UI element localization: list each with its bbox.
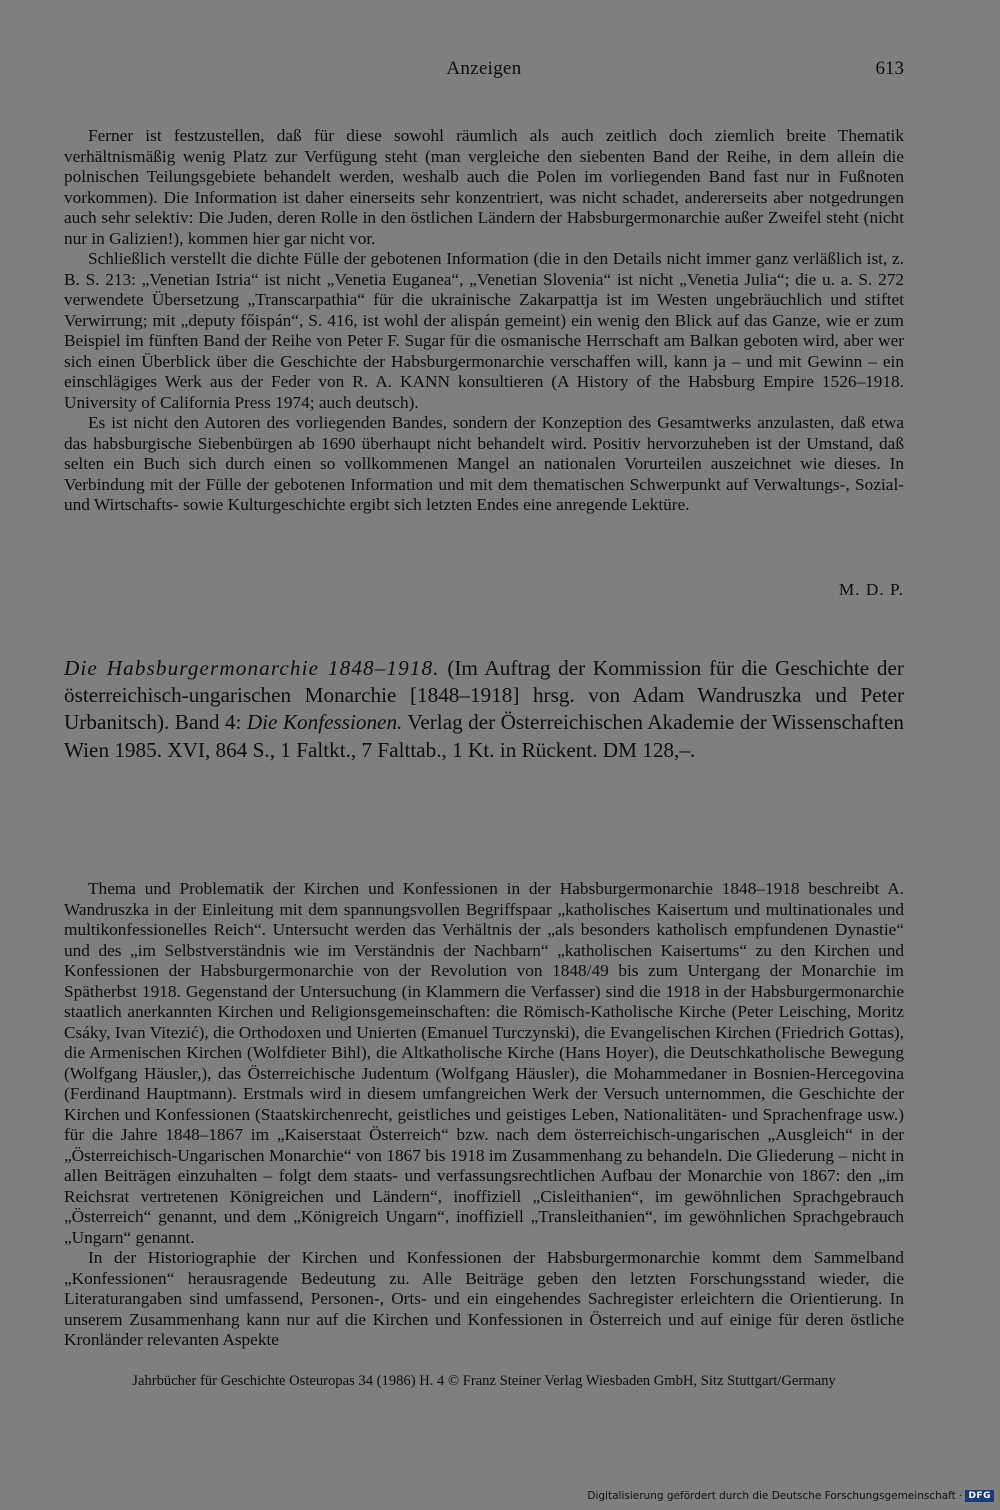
digitization-note (587, 1488, 994, 1504)
page-header (64, 58, 904, 86)
digitization-text: Digitalisierung gefördert durch die Deutsche Forschungsgemeinschaft · (587, 1490, 963, 1502)
citation-details: (Im Auftrag der Kommission für die Geschichte der österreichisch-ungarischen Monarchie [1848–1918] hrsg. von Adam Wandruszka und Peter Urbanitsch). Band 4: (64, 656, 904, 735)
review-text (64, 879, 904, 1351)
paragraph: In der Historiographie der Kirchen und Konfessionen der Habsburgermonarchie kommt dem Sammelband „Konfessionen“ herausragende Bedeutung zu. Alle Beiträge geben den letzten Forschungsstand wieder, die Literaturangaben sind umfassend, Personen-, Orts- und ein eingehendes Sachregister erleichtern die Orientierung. In unserem Zusammenhang kann nur auf die Kirchen und Konfessionen in Österreich und auf einige für deren östliche Kronländer relevanten Aspekte (64, 1248, 904, 1349)
paragraph: Schließlich verstellt die dichte Fülle der gebotenen Information (die in den Details nicht immer ganz verläßlich ist, z. B. S. 213: „Venetian Istria“ ist nicht „Venetia Euganea“, „Venetian Slovenia“ ist nicht „Venetia Julia“; die u. a. S. 272 verwendete Übersetzung „Transcarpathia“ für die ukrainische Zakarpattja ist im Westen ungebräuchlich und stiftet Verwirrung; mit „deputy főispán“, S. 416, ist wohl der alispán gemeint) ein wenig den Blick auf das Ganze, wie er zum Beispiel im fünften Band der Reihe von Peter F. Sugar für die osmanische Herrschaft am Balkan geboten wird, aber wer sich einen Überblick über die Geschichte der Habsburgermonarchie verschaffen will, kann ja – und mit Gewinn – ein einschlägiges Werk aus der Feder von R. A. KANN konsultieren (A History of the Habsburg Empire 1526–1918. University of California Press 1974; auch deutsch). (64, 249, 904, 412)
book-title: Die Habsburgermonarchie 1848–1918. (64, 656, 440, 680)
review-continuation (64, 126, 904, 516)
paragraph: Ferner ist festzustellen, daß für diese sowohl räumlich als auch zeitlich doch ziemlich breite Thematik verhältnismäßig wenig Platz zur Verfügung steht (man vergleiche den siebenten Band der Reihe, in dem allein die polnischen Teilungsgebiete behandelt werden, weshalb auch die Polen im vorliegenden Band fast nur in Fußnoten vorkommen). Die Information ist daher einerseits sehr konzentriert, was nicht schadet, andererseits aber notgedrungen auch sehr selektiv: Die Juden, deren Rolle in den östlichen Ländern der Habsburgermonarchie außer Zweifel steht (nicht nur in Galizien!), kommen hier gar nicht vor. (64, 126, 904, 248)
page-number: 613 (875, 58, 904, 79)
journal-footer: Jahrbücher für Geschichte Osteuropas 34 (1986) H. 4 © Franz Steiner Verlag Wiesbaden GmbH, Sitz Stuttgart/Germany (132, 1373, 836, 1389)
reviewer-signature: M. D. P. (838, 580, 904, 599)
dfg-logo-icon: DFG (965, 1490, 994, 1502)
volume-title: Die Konfessionen. (246, 710, 403, 735)
paragraph: Thema und Problematik der Kirchen und Konfessionen in der Habsburgermonarchie 1848–1918 beschreibt A. Wandruszka in der Einleitung mit dem spannungsvollen Begriffspaar „katholisches Kaisertum und multinationales und multikonfessionelles Reich“. Untersucht werden das Verhältnis der „als besonders katholisch empfundenen Dynastie“ und des „im Selbstverständnis wie im Verständnis der Nachbarn“ „katholischen Kaisertums“ zu den Kirchen und Konfessionen der Habsburgermonarchie von der Revolution von 1848/49 bis zum Untergang der Monarchie im Spätherbst 1918. Gegenstand der Untersuchung (in Klammern die Verfasser) sind die 1918 in der Habsburgermonarchie staatlich anerkannten Kirchen und Religionsgemeinschaften: die Römisch-Katholische Kirche (Peter Leisching, Moritz Csáky, Ivan Vitezić), die Orthodoxen und Unierten (Emanuel Turczynski), die Evangelischen Kirchen (Friedrich Gottas), die Armenischen Kirchen (Wolfdieter Bihl), die Altkatholische Kirche (Hans Hoyer), die Deutschkatholische Bewegung (Wolfgang Häusler,), das Österreichische Judentum (Wolfgang Häusler), die Mohammedaner in Bosnien-Hercegovina (Ferdinand Hauptmann). Erstmals wird in diesem umfangreichen Werk der Versuch unternommen, die Geschichte der Kirchen und Konfessionen (Staatskirchenrecht, geistliches und geistiges Leben, Nationalitäten- und Sprachenfrage usw.) für die Jahre 1848–1867 im „Kaiserstaat Österreich“ bzw. nach dem österreichisch-ungarischen „Ausgleich“ in der „Österreichisch-Ungarischen Monarchie“ von 1867 bis 1918 im Zusammenhang zu behandeln. Die Gliederung – nicht in allen Beiträgen einzuhalten – folgt dem staats- und verfassungsrechtlichen Aufbau der Monarchie von 1867: den „im Reichsrat vertretenen Königreichen und Ländern“, inoffiziell „Cisleithanien“, im gewöhnlichen Sprachgebrauch „Österreich“ genannt, und dem „Königreich Ungarn“, inoffiziell „Transleithanien“, im gewöhnlichen Sprachgebrauch „Ungarn“ genannt. (64, 879, 904, 1247)
running-head: Anzeigen (446, 58, 522, 79)
paragraph: Es ist nicht den Autoren des vorliegenden Bandes, sondern der Konzeption des Gesamtwerks anzulasten, daß etwa das habsburgische Siebenbürgen ab 1690 überhaupt nicht behandelt wird. Positiv hervorzuheben ist der Umstand, daß selten ein Buch sich durch einen so vollkommenen Mangel an nationalen Vorurteilen auszeichnet wie dieses. In Verbindung mit der Fülle der gebotenen Information und mit dem thematischen Schwerpunkt auf Verwaltungs-, Sozial- und Wirtschafts- sowie Kulturgeschichte ergibt sich letzten Endes eine anregende Lektüre. (64, 413, 904, 514)
publication-details: Verlag der Österreichischen Akademie der Wissenschaften Wien 1985. XVI, 864 S., 1 Faltkt., 7 Falttab., 1 Kt. in Rückent. DM 128,–. (64, 710, 904, 762)
book-citation (64, 655, 904, 764)
